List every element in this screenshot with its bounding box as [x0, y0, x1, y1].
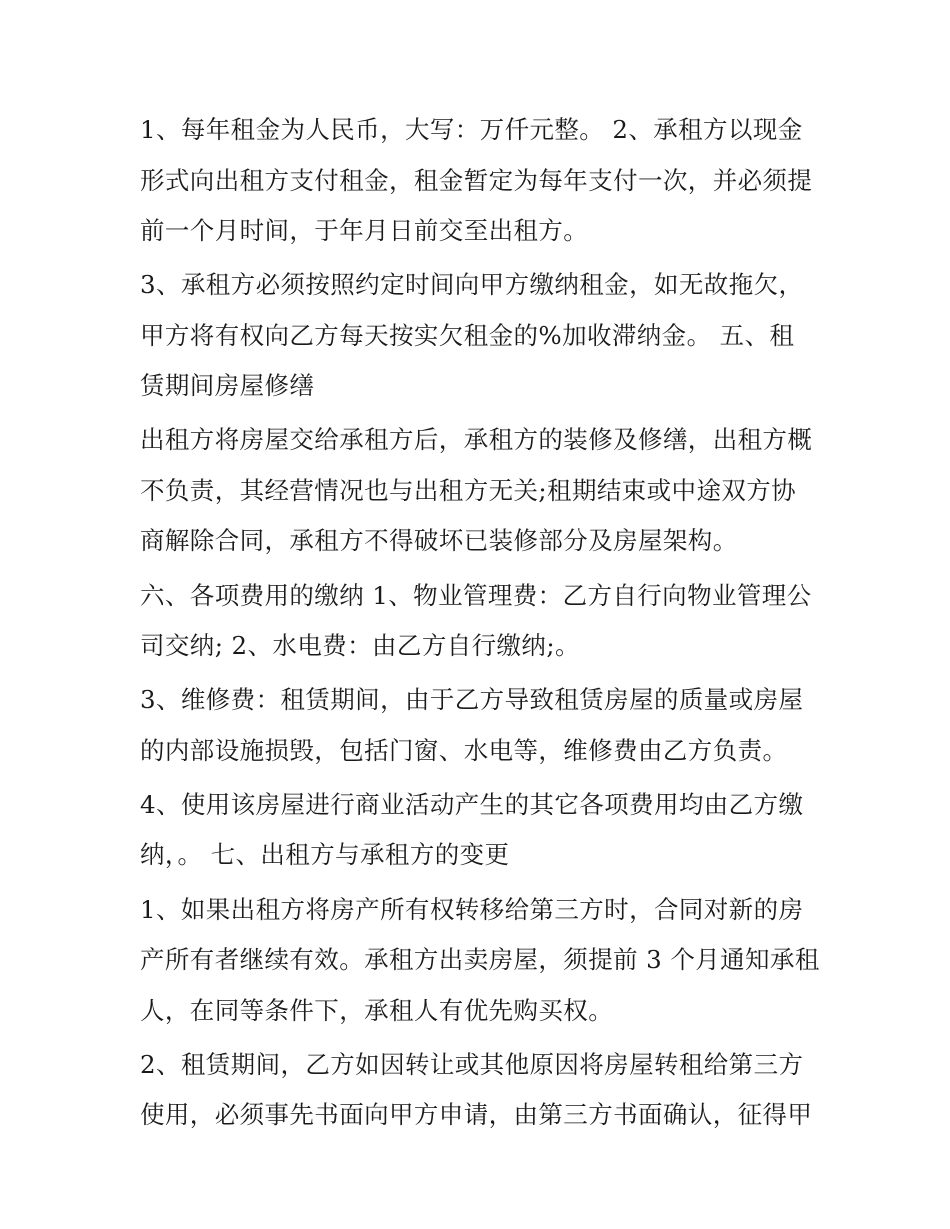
text-line: 1、如果出租方将房产所有权转移给第三方时，合同对新的房	[140, 894, 804, 924]
text-line: 人，在同等条件下，承租人有优先购买权。	[140, 995, 614, 1025]
text-line: 使用，必须事先书面向甲方申请，由第三方书面确认，征得甲	[140, 1100, 813, 1130]
text-line: 甲方将有权向乙方每天按实欠租金的%加收滞纳金。 五、租	[140, 320, 795, 350]
text-line: 前一个月时间，于年月日前交至出租方。	[140, 216, 589, 245]
text-line: 4、使用该房屋进行商业活动产生的其它各项费用均由乙方缴	[140, 789, 804, 819]
contract-text	[140, 105, 820, 1141]
text-line: 形式向出租方支付租金，租金暂定为每年支付一次，并必须提	[140, 165, 813, 195]
text-line: 纳，。 七、出租方与承租方的变更	[140, 840, 510, 870]
text-line: 3、维修费：租赁期间，由于乙方导致租赁房屋的质量或房屋	[140, 685, 804, 715]
text-line: 2、租赁期间，乙方如因转让或其他原因将房屋转租给第三方	[140, 1049, 804, 1079]
text-line: 不负责，其经营情况也与出租方无关;租期结束或中途双方协	[140, 475, 797, 505]
text-line: 商解除合同，承租方不得破坏已装修部分及房屋架构。	[140, 526, 738, 556]
text-line: 1、每年租金为人民币，大写：万仟元整。 2、承租方以现金	[140, 115, 803, 144]
text-line: 的内部设施损毁，包括门窗、水电等，维修费由乙方负责。	[140, 735, 788, 765]
text-line: 3、承租方必须按照约定时间向甲方缴纳租金，如无故拖欠，	[140, 270, 804, 300]
text-line: 六、各项费用的缴纳 1、物业管理费：乙方自行向物业管理公	[140, 580, 812, 610]
text-line: 赁期间房屋修缮	[140, 371, 315, 401]
text-line: 司交纳; 2、水电费：由乙方自行缴纳;。	[140, 631, 580, 661]
text-line: 出租方将房屋交给承租方后，承租方的装修及修缮，出租方概	[140, 425, 813, 455]
text-line: 产所有者继续有效。承租方出卖房屋，须提前 3 个月通知承租	[140, 945, 820, 975]
